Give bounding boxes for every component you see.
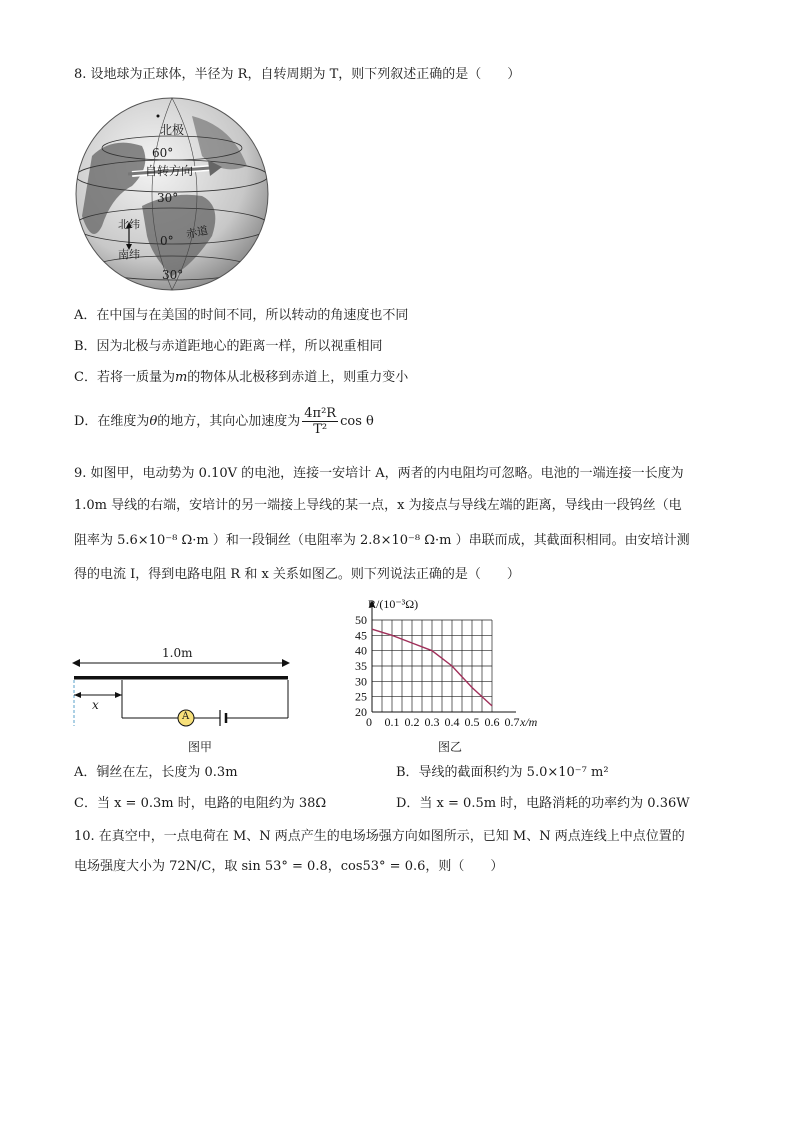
label-lat60: 60°	[152, 146, 174, 160]
x-tick-label: 0.7	[504, 715, 520, 729]
figure-b-caption: 图乙	[438, 740, 463, 754]
q9-option-d: D．当 x = 0.5m 时，电路消耗的功率约为 0.36W	[396, 796, 690, 811]
q10-line-1: 10. 在真空中，一点电荷在 M、N 两点产生的电场场强方向如图所示，已知 M、N 两点连线上中点位置的	[74, 829, 685, 844]
y-tick-label: 50	[355, 613, 367, 627]
q8-option-a: A．在中国与在美国的时间不同，所以转动的角速度也不同	[74, 308, 409, 323]
north-pole-dot	[157, 115, 160, 118]
q9-line-3: 阻率为 5.6×10⁻⁸ Ω·m ）和一段铜丝（电阻率为 2.8×10⁻⁸ Ω·m ）串联而成，其截面积相同。由安培计测	[74, 533, 690, 548]
x-tick-label: 0.2	[404, 715, 420, 729]
q8-option-d: D．在维度为θ的地方，其向心加速度为 $\frac{\text{4π²R}}{\text{T²}}$ cos θ	[74, 406, 374, 437]
q9-line-1: 9. 如图甲，电动势为 0.10V 的电池，连接一安培计 A，两者的内电阻均可忽略。电池的一端连接一长度为	[74, 466, 684, 481]
q10-line-2: 电场强度大小为 72N/C，取 sin 53° = 0.8，cos53° = 0.6，则（ ）	[74, 859, 504, 874]
y-tick-label: 45	[355, 628, 367, 643]
q9-option-b: B．导线的截面积约为 5.0×10⁻⁷ m²	[396, 765, 609, 780]
y-tick-label: 25	[355, 689, 367, 704]
x-tick-label: 0.6	[484, 715, 500, 729]
label-lat30n: 30°	[157, 191, 179, 205]
q9-line-4: 得的电流 I，得到电路电阻 R 和 x 关系如图乙。则下列说法正确的是（ ）	[74, 567, 520, 582]
x-label: x	[92, 698, 99, 712]
y-tick-label: 35	[355, 659, 367, 673]
x-tick-label: 0.5	[464, 715, 480, 729]
resistance-chart	[340, 592, 560, 732]
label-equator: 赤道	[184, 223, 210, 242]
x-axis-label: x/m	[520, 715, 538, 729]
y-tick-label: 40	[355, 643, 367, 658]
q9-option-c: C．当 x = 0.3m 时，电路的电阻约为 38Ω	[74, 796, 327, 811]
label-lat30s: 30°	[162, 268, 184, 282]
label-rotation: 自转方向	[145, 164, 194, 178]
y-tick-label: 30	[355, 674, 367, 689]
wire-bar	[74, 676, 288, 680]
x-tick-label: 0.4	[444, 715, 460, 729]
q9-option-a: A．铜丝在左，长度为 0.3m	[74, 765, 238, 780]
x-tick-label: 0	[366, 715, 372, 729]
label-south-lat: 南纬	[118, 248, 140, 261]
x-tick-label: 0.3	[424, 715, 440, 729]
label-lat0: 0°	[160, 234, 174, 248]
y-tick-label: 20	[355, 705, 367, 719]
label-north-pole: 北极	[160, 123, 185, 137]
figure-a-caption: 图甲	[188, 740, 213, 754]
label-north-lat: 北纬	[118, 218, 140, 231]
y-axis-label: R/(10⁻³Ω)	[368, 597, 419, 611]
q8-option-c: C．若将一质量为m的物体从北极移到赤道上，则重力变小	[74, 370, 409, 385]
ammeter-label: A	[182, 711, 190, 722]
q9-line-2: 1.0m 导线的右端，安培计的另一端接上导线的某一点，x 为接点与导线左端的距离，导线由一段钨丝（电	[74, 498, 682, 513]
centripetal-fraction: $\frac{\text{4π²R}}{\text{T²}}$	[304, 406, 337, 437]
q8-stem: 8. 设地球为正球体，半径为 R，自转周期为 T，则下列叙述正确的是（ ）	[74, 67, 521, 82]
length-label: 1.0m	[162, 646, 193, 660]
x-tick-label: 0.1	[384, 715, 400, 729]
q8-option-b: B．因为北极与赤道距地心的距离一样，所以视重相同	[74, 339, 383, 354]
